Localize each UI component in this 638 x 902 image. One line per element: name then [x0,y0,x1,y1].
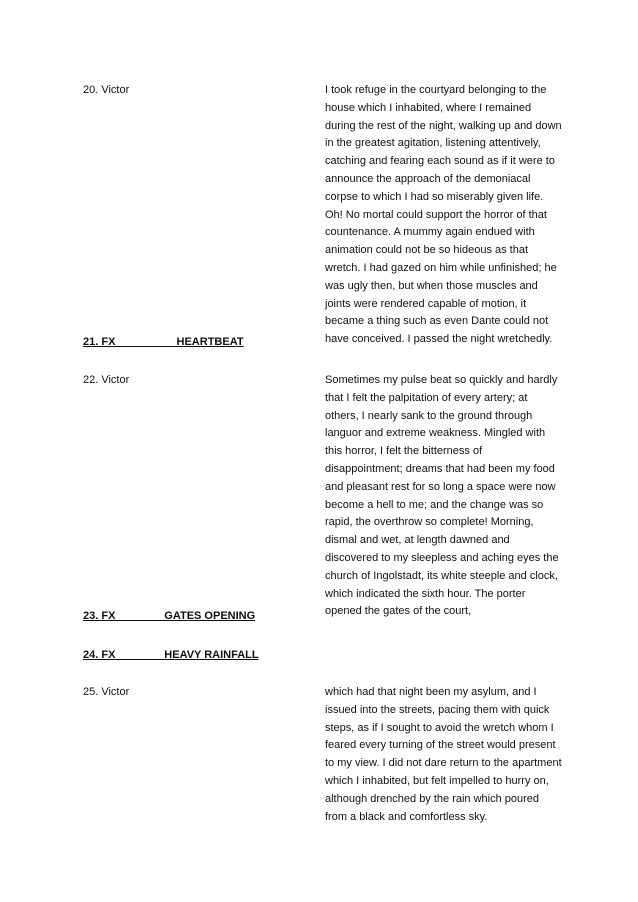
dialogue-line: although drenched by the rain which poured [325,792,540,805]
dialogue-line: discovered to my sleepless and aching eyes the [325,551,559,564]
dialogue-line: and pleasant rest for so long a space were now [325,480,556,493]
dialogue-line: that I felt the palpitation of every artery; at [325,391,528,404]
dialogue-line: during the rest of the night, walking up and down [325,119,562,132]
dialogue-line: others, I nearly sank to the ground through [325,409,533,422]
fx-label: 21. FX HEARTBEAT [83,336,244,348]
dialogue-line: wretch. I had gazed on him while unfinished; he [325,261,557,274]
dialogue-line: dismal and wet, at length dawned and [325,534,510,547]
fx-label: 24. FX HEAVY RAINFALL [83,649,259,661]
dialogue-line: to my view. I did not dare return to the apartment [325,757,562,770]
dialogue-line: became a thing such as even Dante could not [325,315,549,328]
dialogue-line: which had that night been my asylum, and I [325,686,537,698]
dialogue-line: announce the approach of the demoniacal [325,172,531,185]
dialogue-line: was ugly then, but when those muscles and [325,279,538,292]
dialogue-line: from a black and comfortless sky. [325,810,488,823]
dialogue-line: joints were rendered capable of motion, it [325,297,527,310]
dialogue-text [325,82,565,349]
dialogue-line: countenance. A mummy again endued with [325,226,535,239]
dialogue-line: in the greatest agitation, listening attentively, [325,137,541,150]
dialogue-line: Oh! No mortal could support the horror of that [325,208,547,221]
dialogue-line: become a hell to me; and the change was so [325,498,544,511]
dialogue-line: catching and fearing each sound as if it were to [325,155,555,168]
dialogue-line: feared every turning of the street would present [325,739,556,752]
dialogue-line: steps, as if I sought to avoid the wretch whom I [325,721,554,734]
dialogue-line: disappointment; dreams that had been my food [325,462,555,475]
speaker-label: 22. Victor [83,374,130,386]
dialogue-line: opened the gates of the court, [325,605,472,618]
dialogue-line: church of Ingolstadt, its white steeple and clock, [325,569,558,582]
speaker-label: 20. Victor [83,84,130,96]
dialogue-text [325,372,565,621]
dialogue-line: rapid, the overthrow so complete! Morning, [325,516,534,529]
dialogue-line: have conceived. I passed the night wretchedly. [325,333,553,346]
dialogue-line: house which I inhabited, where I remained [325,101,532,114]
dialogue-line: issued into the streets, pacing them with quick [325,703,550,716]
dialogue-line: Sometimes my pulse beat so quickly and hardly [325,374,558,386]
dialogue-text [325,684,565,826]
dialogue-line: which I inhabited, but felt impelled to hurry on, [325,774,549,787]
dialogue-line: languor and extreme weakness. Mingled with [325,427,546,440]
dialogue-line: which indicated the sixth hour. The porter [325,587,526,600]
speaker-label: 25. Victor [83,686,130,698]
dialogue-line: this horror, I felt the bitterness of [325,445,483,458]
dialogue-line: animation could not be so hideous as that [325,244,529,257]
dialogue-line: I took refuge in the courtyard belonging to the [325,84,547,96]
fx-label: 23. FX GATES OPENING [83,610,256,622]
dialogue-line: corpse to which I had so miserably given life. [325,190,544,203]
